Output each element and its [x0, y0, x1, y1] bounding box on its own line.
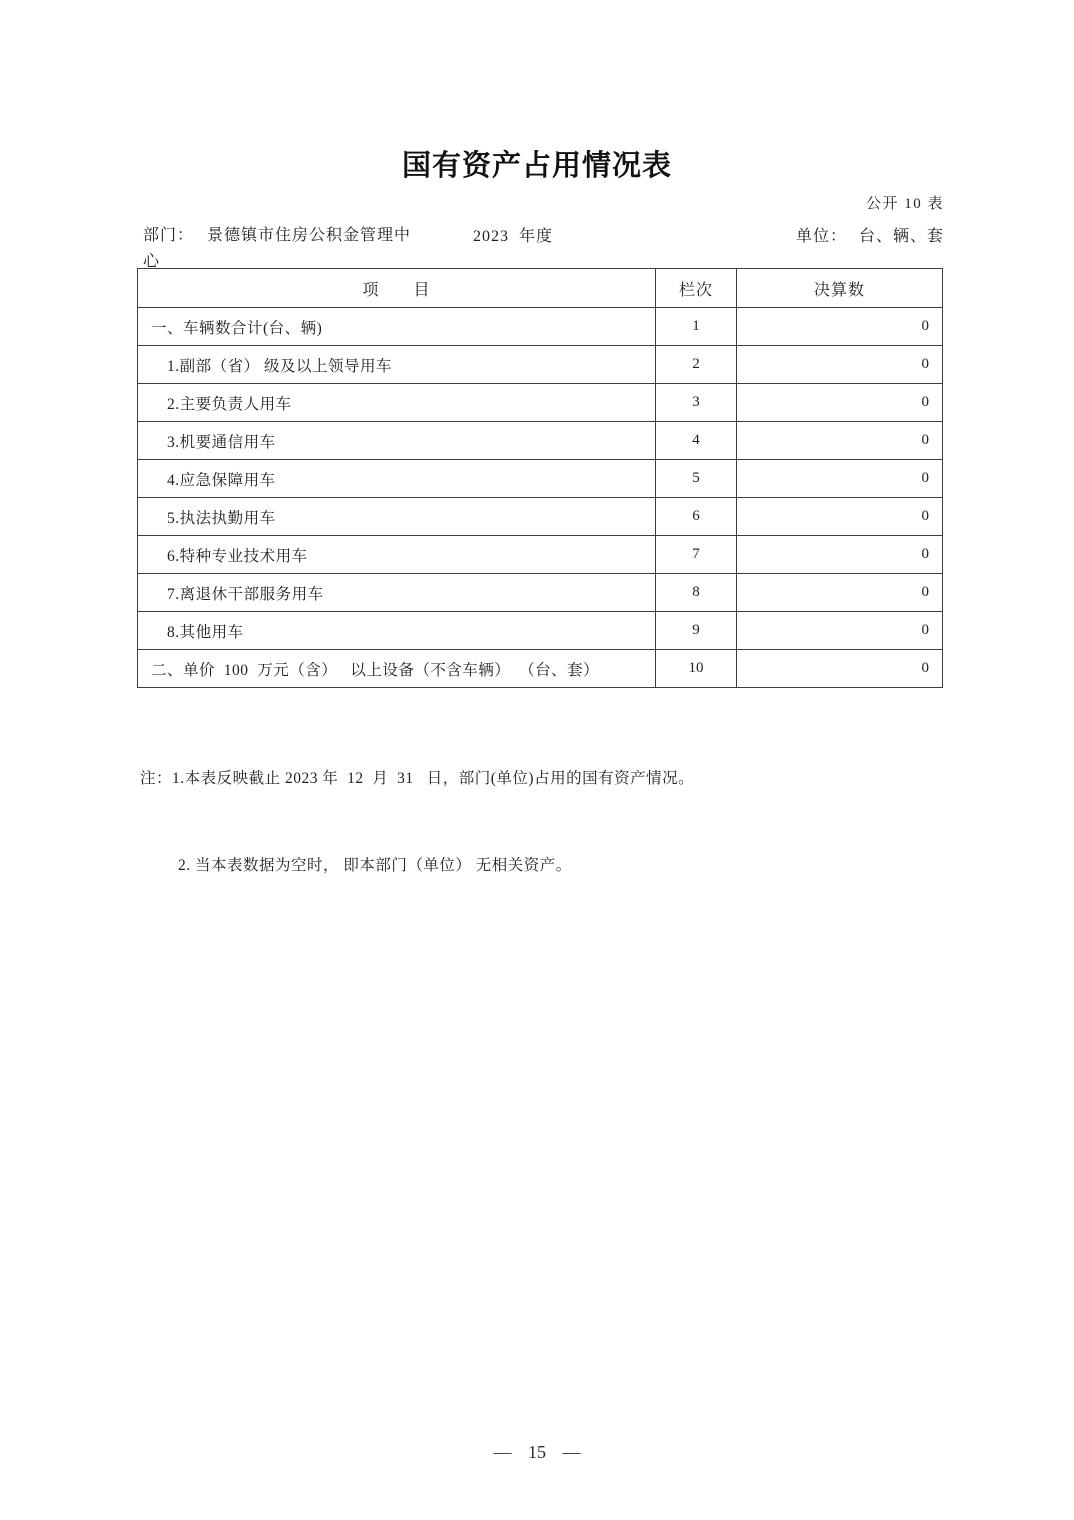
sheet-label: 公开 10 表 — [865, 196, 944, 212]
asset-occupation-table — [137, 268, 943, 688]
column-header-amount: 决算数 — [737, 269, 943, 308]
row-index: 4 — [656, 422, 737, 460]
row-amount: 0 — [737, 308, 943, 346]
page-title: 国有资产占用情况表 — [401, 150, 672, 182]
row-index: 7 — [656, 536, 737, 574]
row-index: 6 — [656, 498, 737, 536]
row-index: 3 — [656, 384, 737, 422]
row-index: 2 — [656, 346, 737, 384]
row-amount: 0 — [737, 650, 943, 688]
row-index: 10 — [656, 650, 737, 688]
row-index: 5 — [656, 460, 737, 498]
row-item-label: 5.执法执勤用车 — [138, 498, 656, 536]
row-amount: 0 — [737, 498, 943, 536]
table-header-row — [138, 269, 943, 308]
row-item-label: 8.其他用车 — [138, 612, 656, 650]
table-row — [138, 536, 943, 574]
table-row — [138, 346, 943, 384]
column-header-item: 项 目 — [138, 269, 656, 308]
table-row — [138, 498, 943, 536]
row-item-label: 7.离退休干部服务用车 — [138, 574, 656, 612]
row-index: 9 — [656, 612, 737, 650]
row-amount: 0 — [737, 346, 943, 384]
row-amount: 0 — [737, 574, 943, 612]
table-row — [138, 460, 943, 498]
department-label: 部门： — [143, 227, 195, 244]
row-item-label: 6.特种专业技术用车 — [138, 536, 656, 574]
row-amount: 0 — [737, 612, 943, 650]
table-notes — [140, 706, 964, 909]
row-item-label: 2.主要负责人用车 — [138, 384, 656, 422]
row-amount: 0 — [737, 384, 943, 422]
table-row — [138, 612, 943, 650]
table-row — [138, 384, 943, 422]
row-item-label: 一、车辆数合计(台、辆) — [138, 308, 656, 346]
row-item-label: 4.应急保障用车 — [138, 460, 656, 498]
row-amount: 0 — [737, 536, 943, 574]
row-item-label: 1.副部（省） 级及以上领导用车 — [138, 346, 656, 384]
row-index: 8 — [656, 574, 737, 612]
page-number: — 15 — — [493, 1442, 581, 1462]
fiscal-year: 2023 年度 — [473, 228, 554, 245]
column-header-index: 栏次 — [656, 269, 737, 308]
unit-field — [796, 223, 944, 246]
row-index: 1 — [656, 308, 737, 346]
unit-label: 单位： — [795, 228, 847, 245]
table-row — [138, 574, 943, 612]
row-amount: 0 — [737, 460, 943, 498]
note-line: 注：1.本表反映截止 2023 年 12 月 31 日，部门(单位)占用的国有资产情况。 — [140, 770, 695, 787]
table-row — [138, 650, 943, 688]
table-row — [138, 308, 943, 346]
table-row — [138, 422, 943, 460]
row-item-label: 二、单价 100 万元（含） 以上设备（不含车辆） （台、套） — [138, 650, 656, 688]
department-value: 景德镇市住房公积金管理中心 — [143, 227, 412, 270]
note-line: 2. 当本表数据为空时， 即本部门（单位） 无相关资产。 — [178, 857, 572, 874]
unit-value: 台、辆、套 — [858, 228, 944, 245]
row-amount: 0 — [737, 422, 943, 460]
row-item-label: 3.机要通信用车 — [138, 422, 656, 460]
